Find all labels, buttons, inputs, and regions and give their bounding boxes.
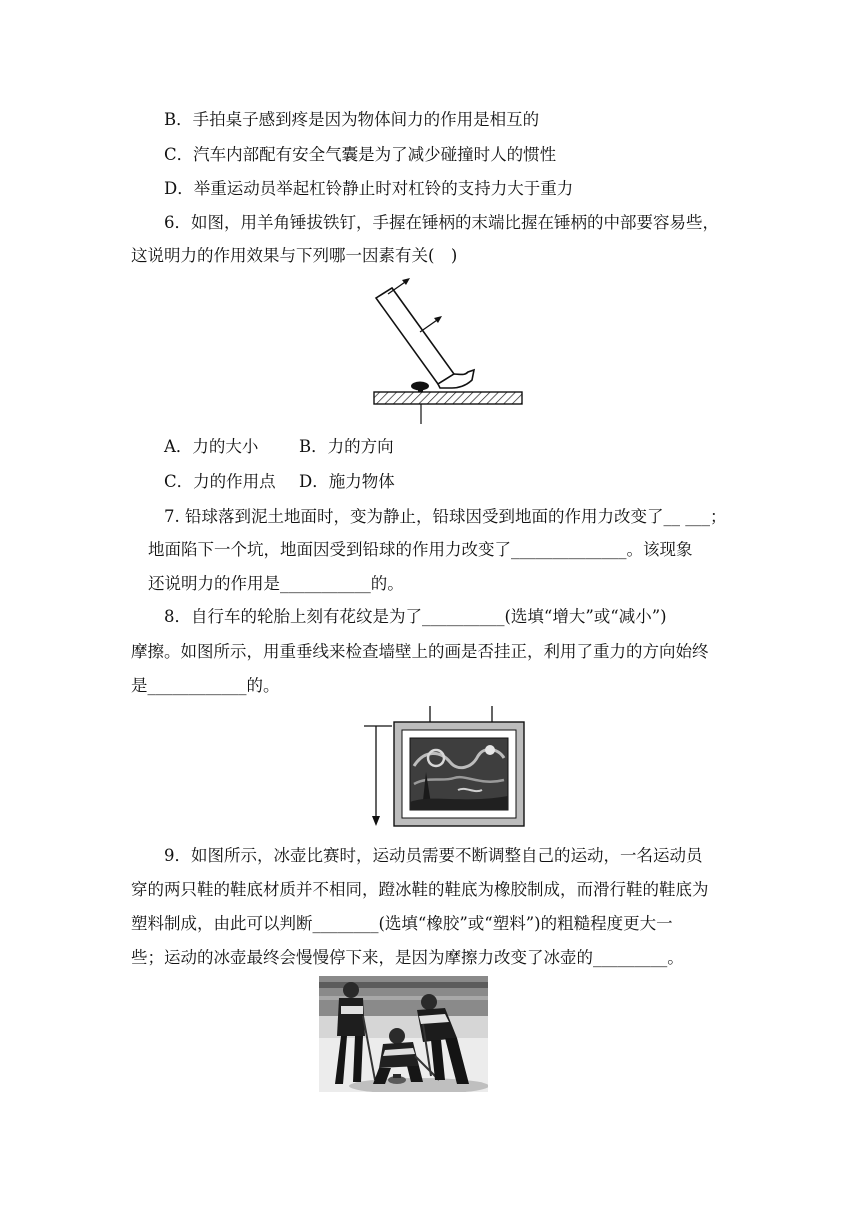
q5-option-d: D．举重运动员举起杠铃静止时对杠铃的支持力大于重力 bbox=[164, 179, 574, 198]
q6-option-b: B．力的方向 bbox=[299, 437, 394, 456]
q6-stem-line1: 6．如图，用羊角锤拔铁钉，手握在锤柄的末端比握在锤柄的中部要容易些， bbox=[164, 213, 719, 232]
plumb-arrow bbox=[372, 816, 380, 826]
q8-stem-line1: 8．自行车的轮胎上刻有花纹是为了__________(选填“增大”或“减小”) bbox=[164, 607, 667, 626]
q5-option-b: B．手拍桌子感到疼是因为物体间力的作用是相互的 bbox=[164, 110, 540, 129]
q9-stem-line1: 9．如图所示，冰壶比赛时，运动员需要不断调整自己的运动，一名运动员 bbox=[164, 846, 703, 865]
q7-stem-line1: 7. 铅球落到泥土地面时，变为静止，铅球因受到地面的作用力改变了__ ___； bbox=[164, 507, 727, 526]
q6-stem-line2: 这说明力的作用效果与下列哪一因素有关( ) bbox=[131, 246, 458, 265]
claw-hammer-figure bbox=[368, 276, 528, 426]
plumb-line-painting-figure bbox=[362, 706, 532, 828]
q7-stem-line3: 还说明力的作用是___________的。 bbox=[148, 574, 404, 593]
q9-stem-line4: 些；运动的冰壶最终会慢慢停下来，是因为摩擦力改变了冰壶的_________。 bbox=[131, 948, 684, 967]
wooden-board bbox=[374, 392, 522, 404]
q9-stem-line2: 穿的两只鞋的鞋底材质并不相同，蹬冰鞋的鞋底为橡胶制成，而滑行鞋的鞋底为 bbox=[131, 880, 709, 899]
q6-option-a: A．力的大小 bbox=[164, 437, 259, 456]
hammer-handle bbox=[376, 288, 454, 384]
curling-photo bbox=[319, 976, 488, 1092]
q8-stem-line2: 摩擦。如图所示，用重垂线来检查墙壁上的画是否挂正，利用了重力的方向始终 bbox=[131, 642, 709, 661]
q9-stem-line3: 塑料制成，由此可以判断________(选填“橡胶”或“塑料”)的粗糙程度更大一 bbox=[131, 914, 673, 933]
q7-stem-line2: 地面陷下一个坑，地面因受到铅球的作用力改变了______________。该现象 bbox=[148, 540, 693, 559]
q5-option-c: C．汽车内部配有安全气囊是为了减少碰撞时人的惯性 bbox=[164, 145, 557, 164]
q6-option-c: C．力的作用点 bbox=[164, 472, 276, 491]
q8-stem-line3: 是____________的。 bbox=[131, 676, 280, 695]
q6-option-d: D．施力物体 bbox=[299, 472, 395, 491]
